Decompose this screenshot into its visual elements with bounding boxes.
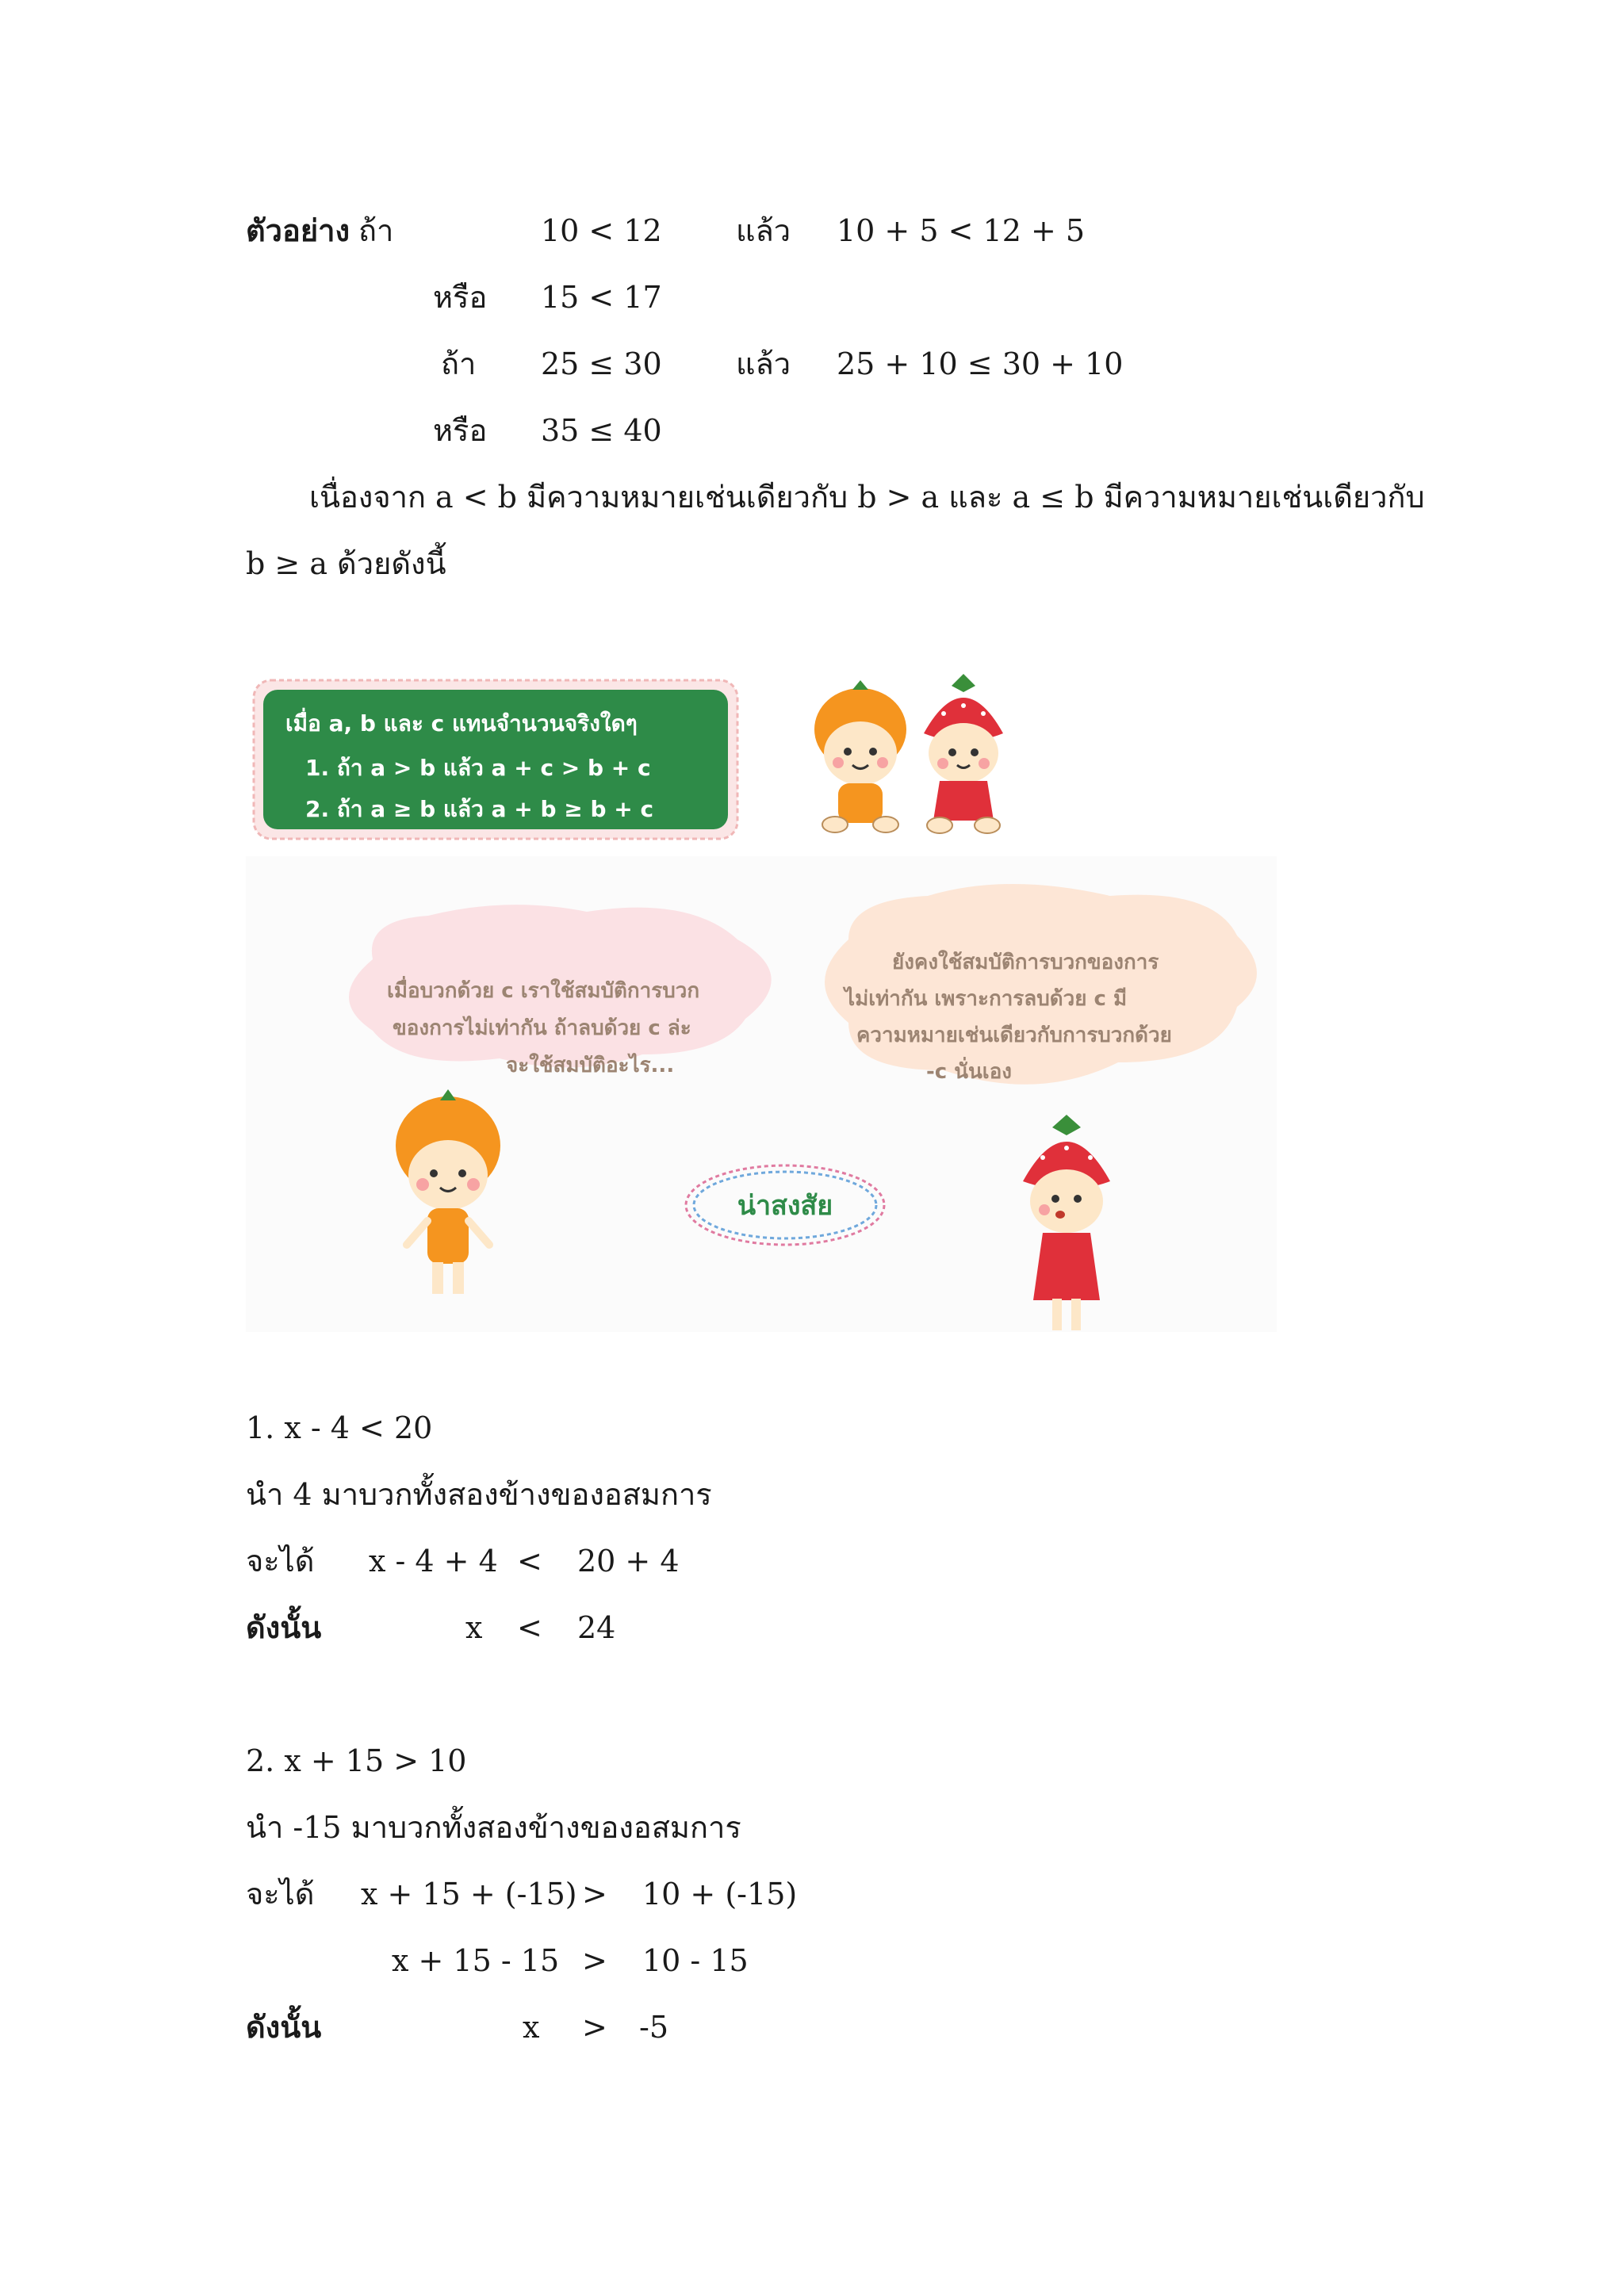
variable: x bbox=[523, 2010, 540, 2045]
orange-character-icon bbox=[814, 680, 906, 832]
inequality: 25 ≤ 30 bbox=[541, 346, 662, 381]
rhs-expression: 10 + (-15) bbox=[642, 1877, 798, 1911]
therefore-label: ดังนั้น bbox=[246, 2009, 322, 2045]
problem-heading: 1. x - 4 < 20 bbox=[246, 1410, 433, 1445]
inequality: 15 < 17 bbox=[541, 280, 662, 315]
rhs-expression: 20 + 4 bbox=[577, 1544, 680, 1578]
inequality: 35 ≤ 40 bbox=[541, 413, 662, 448]
bubble-line: ของการไม่เท่ากัน ถ้าลบด้วย c ล่ะ bbox=[393, 1016, 691, 1040]
will-get-label: จะได้ bbox=[246, 1544, 315, 1578]
or-label: หรือ bbox=[433, 413, 488, 448]
inequality: 10 < 12 bbox=[541, 213, 662, 248]
illustration bbox=[246, 658, 1277, 1332]
operator: > bbox=[582, 1877, 607, 1911]
then-label: แล้ว bbox=[736, 213, 791, 248]
lhs-expression: x + 15 - 15 bbox=[392, 1943, 560, 1978]
result-value: -5 bbox=[639, 2010, 669, 2045]
operator: > bbox=[582, 2010, 607, 2045]
variable: x bbox=[465, 1610, 483, 1645]
operator: > bbox=[582, 1943, 607, 1978]
result-inequality: 10 + 5 < 12 + 5 bbox=[837, 213, 1086, 248]
chalkboard bbox=[254, 680, 737, 839]
bubble-line: -c นั่นเอง bbox=[926, 1060, 1012, 1084]
therefore-label: ดังนั้น bbox=[246, 1609, 322, 1645]
board-title: เมื่อ a, b และ c แทนจำนวนจริงใดๆ bbox=[285, 710, 638, 737]
bubble-line: เมื่อบวกด้วย c เราใช้สมบัติการบวก bbox=[387, 979, 700, 1003]
operator: < bbox=[517, 1610, 542, 1645]
example-label: ตัวอย่าง bbox=[246, 212, 350, 248]
operator: < bbox=[517, 1544, 542, 1578]
lhs-expression: x + 15 + (-15) bbox=[361, 1877, 577, 1911]
step-text: นำ 4 มาบวกทั้งสองข้างของอสมการ bbox=[246, 1477, 712, 1512]
then-label: แล้ว bbox=[736, 346, 791, 381]
badge-text: น่าสงสัย bbox=[737, 1190, 833, 1222]
problem-heading: 2. x + 15 > 10 bbox=[246, 1743, 467, 1778]
bubble-line: จะใช้สมบัติอะไร... bbox=[506, 1054, 675, 1077]
if-label: ถ้า bbox=[441, 346, 477, 381]
or-label: หรือ bbox=[433, 280, 488, 315]
if-label: ถ้า bbox=[358, 213, 394, 248]
result-value: 24 bbox=[577, 1610, 616, 1645]
paragraph-line: เนื่องจาก a < b มีความหมายเช่นเดียวกับ b > a และ a ≤ b มีความหมายเช่นเดียวกับ bbox=[309, 480, 1425, 515]
step-text: นำ -15 มาบวกทั้งสองข้างของอสมการ bbox=[246, 1810, 741, 1845]
rhs-expression: 10 - 15 bbox=[642, 1943, 749, 1978]
board-rule: 2. ถ้า a ≥ b แล้ว a + b ≥ b + c bbox=[305, 796, 654, 822]
paragraph-line: b ≥ a ด้วยดังนี้ bbox=[246, 546, 446, 581]
strawberry-character-icon bbox=[924, 674, 1003, 833]
board-rule: 1. ถ้า a > b แล้ว a + c > b + c bbox=[305, 755, 651, 781]
bubble-line: ยังคงใช้สมบัติการบวกของการ bbox=[892, 951, 1159, 974]
lhs-expression: x - 4 + 4 bbox=[369, 1544, 498, 1578]
bubble-line: ความหมายเช่นเดียวกับการบวกด้วย bbox=[856, 1024, 1172, 1047]
will-get-label: จะได้ bbox=[246, 1877, 315, 1911]
bubble-line: ไม่เท่ากัน เพราะการลบด้วย c มี bbox=[845, 987, 1128, 1011]
result-inequality: 25 + 10 ≤ 30 + 10 bbox=[837, 346, 1124, 381]
